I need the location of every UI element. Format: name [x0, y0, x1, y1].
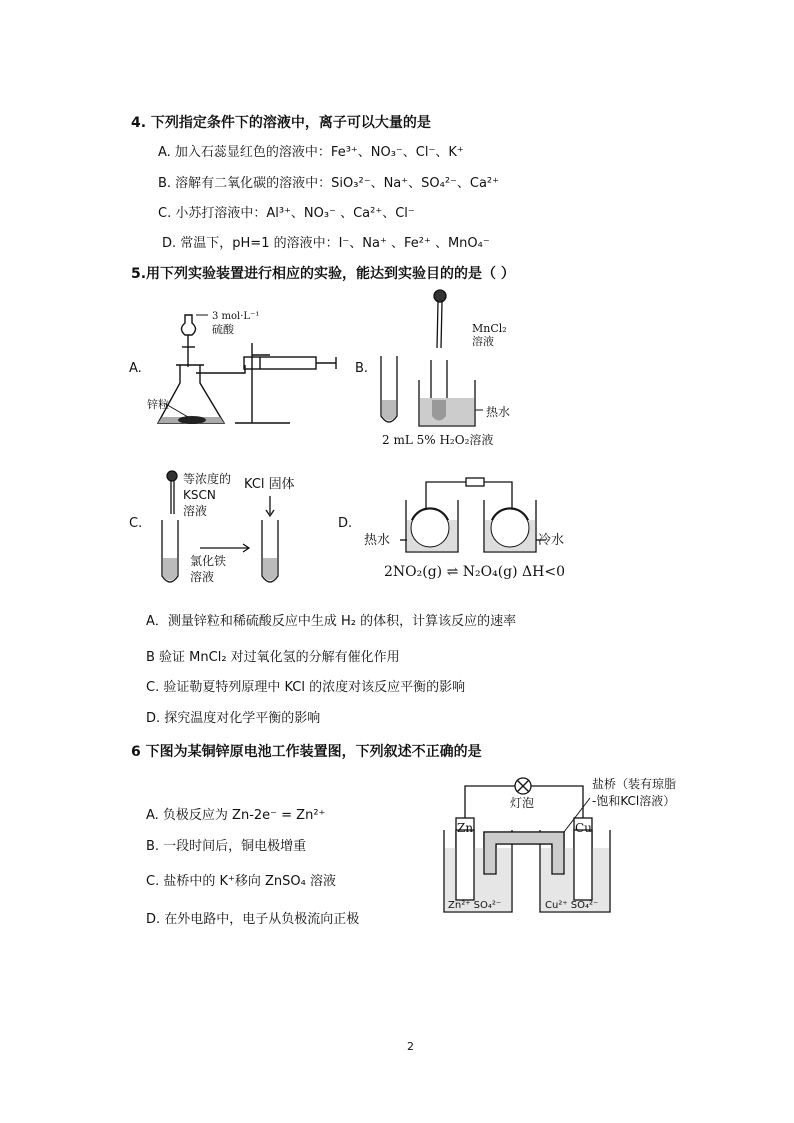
page-number: 2	[407, 1040, 414, 1053]
fig-c-reagent3: 溶液	[183, 504, 208, 518]
fig-b-letter: B.	[355, 361, 369, 376]
fig-a-acid-conc: 3 mol·L⁻¹	[212, 311, 260, 322]
q4-option-d: D. 常温下，pH=1 的溶液中：I⁻、Na⁺ 、Fe²⁺ 、MnO₄⁻	[162, 236, 490, 251]
fig-c-reagent2: KSCN	[183, 488, 216, 502]
bulb-label: 灯泡	[510, 796, 535, 810]
cu-electrode-label: Cu	[575, 821, 592, 835]
fig-a-acid: 硫酸	[212, 323, 234, 336]
fig-a-letter: A.	[129, 361, 142, 376]
fig-c-letter: C.	[129, 516, 143, 531]
fig-c-fecl2: 溶液	[190, 570, 215, 584]
fig-c-reagent1: 等浓度的	[183, 472, 232, 486]
fig-d-hot: 热水	[364, 533, 391, 548]
fig-b-catalyst2: 溶液	[472, 335, 494, 348]
fig-d-equation: 2NO₂(g) ⇌ N₂O₄(g) ΔH<0	[384, 564, 566, 580]
left-ions-label: Zn²⁺ SO₄²⁻	[448, 900, 502, 911]
bridge-label1: 盐桥（装有琼脂	[592, 777, 677, 791]
fig-d-apparatus	[400, 470, 550, 560]
fig-b-catalyst: MnCl₂	[472, 322, 507, 335]
q4-stem: 4. 下列指定条件下的溶液中，离子可以大量的是	[131, 115, 431, 131]
q6-stem: 6 下图为某铜锌原电池工作装置图，下列叙述不正确的是	[131, 744, 482, 760]
fig-b-apparatus	[375, 288, 495, 438]
right-ions-label: Cu²⁺ SO₄²⁻	[545, 900, 599, 911]
fig-d-letter: D.	[338, 516, 353, 531]
q6-option-a: A. 负极反应为 Zn-2e⁻ = Zn²⁺	[146, 808, 326, 823]
q5-stem: 5.用下列实验装置进行相应的实验，能达到实验目的的是（ ）	[131, 266, 515, 282]
q6-option-d: D. 在外电路中，电子从负极流向正极	[146, 912, 360, 927]
q5-option-c: C. 验证勒夏特列原理中 KCl 的浓度对该反应平衡的影响	[146, 680, 466, 695]
q4-option-b: B. 溶解有二氧化碳的溶液中：SiO₃²⁻、Na⁺、SO₄²⁻、Ca²⁺	[158, 176, 500, 191]
q6-option-b: B. 一段时间后，铜电极增重	[146, 839, 307, 854]
q5-option-a: A．测量锌粒和稀硫酸反应中生成 H₂ 的体积，计算该反应的速率	[146, 614, 517, 629]
q4-option-a: A. 加入石蕊显红色的溶液中：Fe³⁺、NO₃⁻、Cl⁻、K⁺	[158, 145, 464, 160]
fig-c-kcl: KCl 固体	[244, 477, 295, 492]
bridge-label2: -饱和KCl溶液）	[592, 794, 676, 808]
q6-option-c: C. 盐桥中的 K⁺移向 ZnSO₄ 溶液	[146, 874, 336, 889]
fig-b-h2o2: 2 mL 5% H₂O₂溶液	[382, 433, 494, 447]
fig-a-zinc: 锌粒	[147, 398, 169, 411]
fig-b-hot-water: 热水	[486, 405, 511, 419]
q5-option-d: D. 探究温度对化学平衡的影响	[146, 711, 321, 726]
fig-d-cold: 冷水	[538, 533, 565, 548]
zn-electrode-label: Zn	[457, 821, 474, 835]
q4-option-c: C. 小苏打溶液中：Al³⁺、NO₃⁻ 、Ca²⁺、Cl⁻	[158, 206, 415, 221]
fig-c-fecl1: 氯化铁	[190, 554, 227, 568]
q5-option-b: B 验证 MnCl₂ 对过氧化氢的分解有催化作用	[146, 650, 400, 665]
